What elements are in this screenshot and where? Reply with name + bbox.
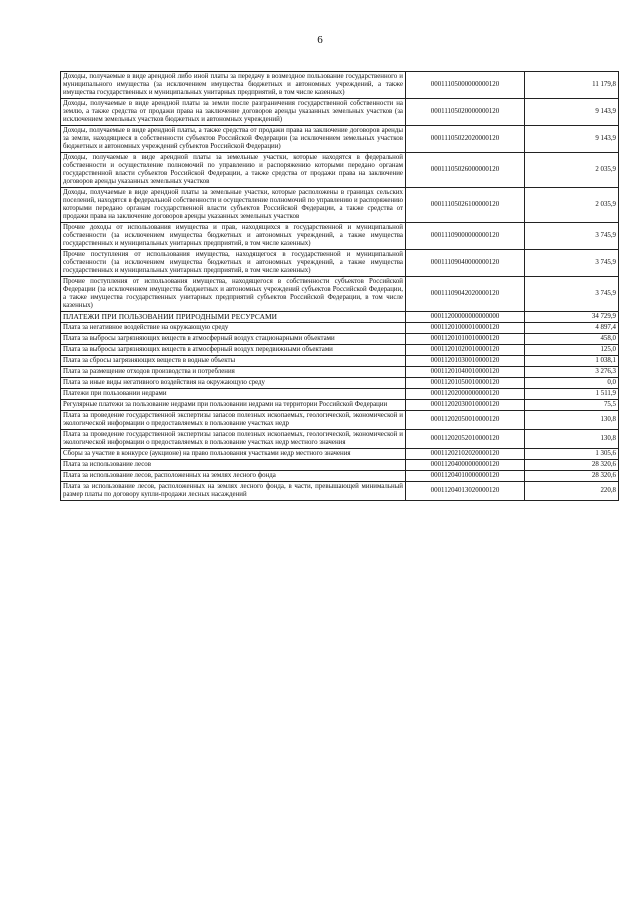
row-code-cell: 00011204000000000120 [406, 460, 525, 471]
table-row [61, 99, 619, 126]
table-row [61, 471, 619, 482]
row-name-cell: Плата за использование лесов, расположенных на землях лесного фонда [61, 471, 406, 482]
row-code-cell: 00011201050010000120 [406, 378, 525, 389]
table-row [61, 430, 619, 449]
row-name-cell: Плата за использование лесов [61, 460, 406, 471]
row-amount-cell: 220,8 [525, 482, 619, 501]
row-code-cell: 00011105026100000120 [406, 188, 525, 223]
row-code-cell: 00011204010000000120 [406, 471, 525, 482]
row-amount-cell: 28 320,6 [525, 460, 619, 471]
row-code-cell: 00011105022020000120 [406, 126, 525, 153]
row-code-cell: 00011201030010000120 [406, 356, 525, 367]
row-amount-cell: 130,8 [525, 411, 619, 430]
table-row [61, 72, 619, 99]
row-code-cell: 00011202000000000120 [406, 389, 525, 400]
row-name-cell: Плата за сбросы загрязняющих веществ в водные объекты [61, 356, 406, 367]
row-amount-cell: 34 729,9 [525, 312, 619, 323]
row-amount-cell: 1 305,6 [525, 449, 619, 460]
row-name-cell: Сборы за участие в конкурсе (аукционе) на право пользования участками недр местного значения [61, 449, 406, 460]
row-code-cell: 00011201040010000120 [406, 367, 525, 378]
revenue-table [60, 71, 619, 501]
row-name-cell: Плата за использование лесов, расположенных на землях лесного фонда, в части, превышающей минимальный размер платы по договору купли-продажи лесных насаждений [61, 482, 406, 501]
row-code-cell: 00011202102020000120 [406, 449, 525, 460]
row-amount-cell: 1 038,1 [525, 356, 619, 367]
row-name-cell: Прочие поступления от использования имущества, находящегося в государственной и муниципальной собственности (за исключением имущества бюджетных и автономных учреждений, а также имущества государственных и муниципальных унитарных предприятий, в том числе казенных) [61, 250, 406, 277]
row-code-cell: 00011105000000000120 [406, 72, 525, 99]
row-name-cell: Плата за проведение государственной экспертизы запасов полезных ископаемых, геологической, экономической и экологической информации о предоставляемых в пользование участках недр местного значения [61, 430, 406, 449]
row-code-cell: 00011204013020000120 [406, 482, 525, 501]
row-code-cell: 00011202030010000120 [406, 400, 525, 411]
row-amount-cell: 125,0 [525, 345, 619, 356]
row-name-cell: Плата за выбросы загрязняющих веществ в атмосферный воздух передвижными объектами [61, 345, 406, 356]
row-code-cell: 00011200000000000000 [406, 312, 525, 323]
row-amount-cell: 3 745,9 [525, 223, 619, 250]
table-row [61, 400, 619, 411]
row-code-cell: 00011201000010000120 [406, 323, 525, 334]
table-row [61, 449, 619, 460]
table-row [61, 188, 619, 223]
row-code-cell: 00011109040000000120 [406, 250, 525, 277]
row-name-cell: Плата за иные виды негативного воздействия на окружающую среду [61, 378, 406, 389]
row-name-cell: Доходы, получаемые в виде арендной платы за земельные участки, которые расположены в границах сельских поселений, находятся в федеральной собственности и осуществление полномочий по управлению и распоряжению которыми передано органам государственной власти субъектов Российской Федерации, а также средства от продажи права на заключение договоров аренды указанных земельных участков [61, 188, 406, 223]
table-row [61, 389, 619, 400]
table-row [61, 277, 619, 312]
row-name-cell: Платежи при пользовании недрами [61, 389, 406, 400]
row-amount-cell: 9 143,9 [525, 126, 619, 153]
row-name-cell: ПЛАТЕЖИ ПРИ ПОЛЬЗОВАНИИ ПРИРОДНЫМИ РЕСУРСАМИ [61, 312, 406, 323]
table-row [61, 223, 619, 250]
row-amount-cell: 3 745,9 [525, 250, 619, 277]
row-amount-cell: 2 035,9 [525, 153, 619, 188]
row-amount-cell: 0,0 [525, 378, 619, 389]
table-row [61, 378, 619, 389]
row-code-cell: 00011105026000000120 [406, 153, 525, 188]
row-code-cell: 00011109000000000120 [406, 223, 525, 250]
table-row [61, 367, 619, 378]
row-name-cell: Доходы, получаемые в виде арендной платы за земли после разграничения государственной собственности на землю, а также средства от продажи права на заключение договоров аренды указанных земельных участков (за исключением земельных участков бюджетных и автономных учреждений) [61, 99, 406, 126]
revenue-table-body [61, 72, 619, 501]
row-code-cell: 00011105020000000120 [406, 99, 525, 126]
row-name-cell: Плата за размещение отходов производства и потребления [61, 367, 406, 378]
row-amount-cell: 3 745,9 [525, 277, 619, 312]
page-number: 6 [317, 34, 323, 46]
table-row [61, 411, 619, 430]
table-row [61, 356, 619, 367]
table-row [61, 482, 619, 501]
row-name-cell: Доходы, получаемые в виде арендной либо иной платы за передачу в возмездное пользование государственного и муниципального имущества (за исключением имущества бюджетных и автономных учреждений, а также имущества государственных и муниципальных унитарных предприятий, в том числе казенных) [61, 72, 406, 99]
row-code-cell: 00011202052010000120 [406, 430, 525, 449]
row-amount-cell: 4 897,4 [525, 323, 619, 334]
row-name-cell: Доходы, получаемые в виде арендной платы, а также средства от продажи права на заключение договоров аренды за земли, находящиеся в собственности субъектов Российской Федерации (за исключением земельных участков бюджетных и автономных учреждений субъектов Российской Федерации) [61, 126, 406, 153]
row-amount-cell: 28 320,6 [525, 471, 619, 482]
row-code-cell: 00011201020010000120 [406, 345, 525, 356]
row-amount-cell: 11 179,8 [525, 72, 619, 99]
row-amount-cell: 458,0 [525, 334, 619, 345]
row-name-cell: Доходы, получаемые в виде арендной платы за земельные участки, которые находятся в федеральной собственности и осуществление полномочий по управлению и распоряжению которыми передано органам государственной власти субъектов Российской Федерации, а также средства от продажи права на заключение договоров аренды указанных земельных участков [61, 153, 406, 188]
row-amount-cell: 2 035,9 [525, 188, 619, 223]
table-row [61, 312, 619, 323]
row-amount-cell: 130,8 [525, 430, 619, 449]
row-amount-cell: 9 143,9 [525, 99, 619, 126]
row-code-cell: 00011201010010000120 [406, 334, 525, 345]
table-row [61, 345, 619, 356]
table-row [61, 126, 619, 153]
row-code-cell: 00011109042020000120 [406, 277, 525, 312]
row-amount-cell: 75,5 [525, 400, 619, 411]
row-amount-cell: 3 276,3 [525, 367, 619, 378]
row-name-cell: Прочие доходы от использования имущества и прав, находящихся в государственной и муниципальной собственности (за исключением имущества бюджетных и автономных учреждений, а также имущества государственных и муниципальных унитарных предприятий, в том числе казенных) [61, 223, 406, 250]
row-name-cell: Регулярные платежи за пользование недрами при пользовании недрами на территории Российской Федерации [61, 400, 406, 411]
row-amount-cell: 1 511,9 [525, 389, 619, 400]
table-row [61, 323, 619, 334]
row-name-cell: Плата за проведение государственной экспертизы запасов полезных ископаемых, геологической, экономической и экологической информации о предоставляемых в пользование участках недр [61, 411, 406, 430]
row-name-cell: Плата за негативное воздействие на окружающую среду [61, 323, 406, 334]
row-code-cell: 00011202050010000120 [406, 411, 525, 430]
table-row [61, 153, 619, 188]
table-row [61, 460, 619, 471]
table-row [61, 334, 619, 345]
table-row [61, 250, 619, 277]
row-name-cell: Прочие поступления от использования имущества, находящегося в собственности субъектов Российской Федерации (за исключением имущества бюджетных и автономных учреждений субъектов Российской Федерации, а также имущества государственных унитарных предприятий субъектов Российской Федерации, в том числе казенных) [61, 277, 406, 312]
row-name-cell: Плата за выбросы загрязняющих веществ в атмосферный воздух стационарными объектами [61, 334, 406, 345]
